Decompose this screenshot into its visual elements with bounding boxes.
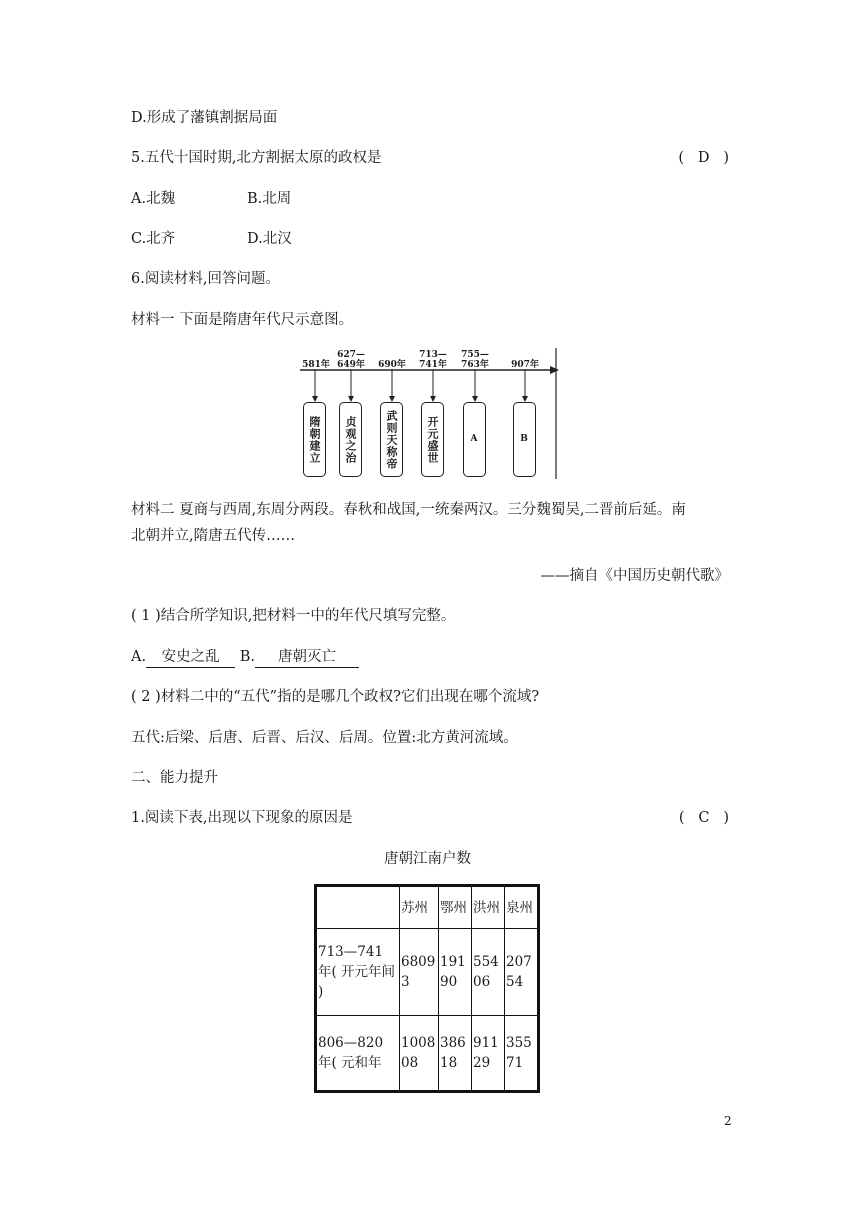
timeline-date: 627— 649年 [337, 350, 365, 370]
table-row [316, 1016, 539, 1092]
timeline-date: 755— 763年 [461, 350, 489, 370]
table-cell: 91129 [472, 1016, 505, 1092]
table-cell: 38618 [439, 1016, 472, 1092]
q6-material2-line2: 北朝并立,隋唐五代传…… [131, 528, 296, 544]
table-header-row [316, 886, 539, 929]
answer-a-fill: 安史之乱 [146, 647, 235, 668]
timeline-event-box: 武则天称帝 [380, 402, 403, 477]
sui-tang-timeline [297, 346, 562, 481]
q6-sub2-answer: 五代:后梁、后唐、后晋、后汉、后周。位置:北方黄河流域。 [131, 730, 518, 746]
q6-material2-source: ——摘自《中国历史朝代歌》 [540, 568, 729, 584]
answer-a-prefix: A. [131, 649, 147, 665]
table-cell: 55406 [472, 929, 505, 1016]
q1-stem: 1.阅读下表,出现以下现象的原因是 [131, 810, 353, 826]
table-header-cell: 洪州 [472, 886, 505, 929]
table-row [316, 929, 539, 1016]
table-cell: 19190 [439, 929, 472, 1016]
timeline-date: 690年 [378, 360, 406, 370]
table-header-cell: 鄂州 [439, 886, 472, 929]
table-cell: 35571 [505, 1016, 539, 1092]
q5-option-a: A.北魏 [131, 191, 176, 207]
table-header-cell: 泉州 [505, 886, 539, 929]
timeline-event-box: B [513, 402, 536, 477]
page-number: 2 [724, 1114, 732, 1128]
households-table [314, 884, 540, 1093]
q6-material2-line1: 材料二 夏商与西周,东周分两段。春秋和战国,一统秦两汉。三分魏蜀吴,二晋前后延。南 [131, 502, 686, 518]
timeline-event-box: 开元盛世 [421, 402, 444, 477]
q5-stem: 5.五代十国时期,北方割据太原的政权是 [131, 150, 382, 166]
timeline-event-box: A [463, 402, 486, 477]
q1-answer: ( C ) [678, 810, 729, 826]
q6-sub1: ( 1 )结合所学知识,把材料一中的年代尺填写完整。 [131, 608, 456, 624]
section-heading: 二、能力提升 [131, 770, 218, 786]
q5-answer: ( D ) [678, 150, 729, 166]
table-title: 唐朝江南户数 [384, 851, 471, 867]
table-cell: 100808 [400, 1016, 439, 1092]
timeline-event-box: 贞观之治 [339, 402, 362, 477]
q-prev-option-d: D.形成了藩镇割据局面 [131, 110, 278, 126]
table-header-cell [316, 886, 400, 929]
table-header-cell: 苏州 [400, 886, 439, 929]
q5-option-c: C.北齐 [131, 231, 176, 247]
timeline-date: 581年 [302, 360, 330, 370]
table-cell: 68093 [400, 929, 439, 1016]
q5-option-b: B.北周 [247, 191, 292, 207]
timeline-date: 907年 [511, 360, 539, 370]
timeline-date: 713— 741年 [419, 350, 447, 370]
answer-b-fill: 唐朝灭亡 [255, 647, 359, 668]
q6-sub2: ( 2 )材料二中的“五代”指的是哪几个政权?它们出现在哪个流域? [131, 689, 540, 705]
q5-option-d: D.北汉 [247, 231, 292, 247]
timeline-event-box: 隋朝建立 [303, 402, 326, 477]
table-cell: 713—741 年( 开元年间 ) [316, 929, 400, 1016]
q6-material1: 材料一 下面是隋唐年代尺示意图。 [131, 312, 354, 328]
table-cell: 20754 [505, 929, 539, 1016]
q6-stem: 6.阅读材料,回答问题。 [131, 271, 280, 287]
q6-sub1-answers [131, 647, 359, 668]
answer-b-prefix: B. [239, 649, 255, 665]
table-cell: 806—820 年( 元和年 [316, 1016, 400, 1092]
